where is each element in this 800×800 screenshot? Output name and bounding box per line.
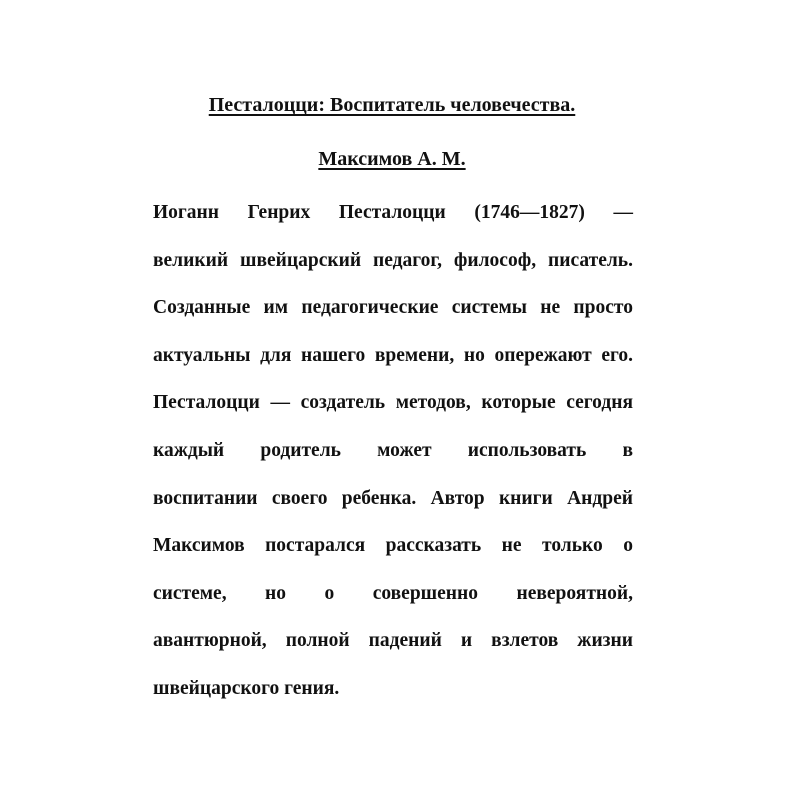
paragraph-line: Максимов постарался рассказать не только о [153,535,633,557]
book-title: Песталоцци: Воспитатель человечества. [208,94,576,116]
description-paragraph [153,200,633,724]
book-author: Максимов А. М. [318,148,466,170]
paragraph-line: великий швейцарский педагог, философ, писатель. [153,249,633,271]
paragraph-line: каждый родитель может использовать в [153,439,633,461]
paragraph-line: воспитании своего ребенка. Автор книги Андрей [153,487,633,509]
paragraph-line: авантюрной, полной падений и взлетов жизни [153,630,633,652]
paragraph-line: актуальны для нашего времени, но опережают его. [153,344,633,366]
paragraph-line: системе, но о совершенно невероятной, [153,582,633,604]
paragraph-line: Иоганн Генрих Песталоцци (1746—1827) — [153,202,633,223]
paragraph-line: Созданные им педагогические системы не просто [153,297,633,319]
paragraph-line: Песталоцци — создатель методов, которые сегодня [153,392,633,414]
paragraph-line: швейцарского гения. [153,677,340,699]
